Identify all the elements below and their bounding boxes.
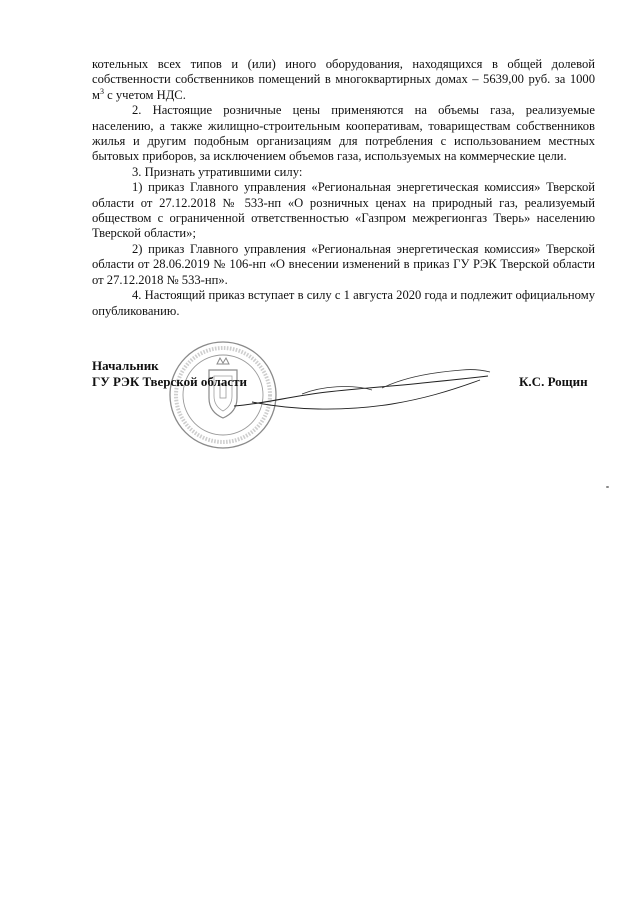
paragraph-3: 3. Признать утратившими силу: (132, 164, 303, 179)
p1-line3a: 1000 м (92, 72, 595, 102)
scan-speck (606, 486, 609, 488)
paragraph-1-continuation (92, 57, 595, 103)
signatory-name: К.С. Рощин (519, 374, 588, 389)
handwritten-signature (232, 366, 492, 416)
paragraph-3-item-2: 2) приказ Главного управления «Региональная энергетическая комиссия» Тверской области от 28.06.2019 № 106-нп «О внесении изменений в приказ ГУ РЭК Тверской области от 27.12.2018 № 533-нп». (92, 241, 595, 287)
position-line-1: Начальник (92, 358, 159, 373)
paragraph-3-item-1: 1) приказ Главного управления «Региональная энергетическая комиссия» Тверской области от 27.12.2018 № 533-нп «О розничных ценах на природный газ, реализуемый обществом с ограниченной ответственностью «Газпром межрегионгаз Тверь» населению Тверской области»; (92, 180, 595, 241)
p1-line1: котельных всех типов и (или) иного оборудования, находящихся в общей долевой (92, 57, 595, 71)
paragraph-4: 4. Настоящий приказ вступает в силу с 1 августа 2020 года и подлежит официальному опубликованию. (92, 288, 595, 318)
cubic-superscript: 3 (99, 86, 104, 96)
signatory-position (92, 358, 247, 390)
position-line-2: ГУ РЭК Тверской области (92, 374, 247, 389)
document-body (92, 57, 595, 319)
paragraph-2: 2. Настоящие розничные цены применяются на объемы газа, реализуемые населению, а также жилищно-строительным кооперативам, товариществам собственников жилья и другим подобным организациям для потребления с использованием местных бытовых приборов, за исключением объемов газа, используемых на коммерческие цели. (92, 103, 595, 164)
signature-area (0, 340, 639, 450)
p1-line2: собственности собственников помещений в многоквартирных домах – 5639,00 руб. за (92, 72, 566, 87)
p1-line3b: с учетом НДС. (103, 87, 186, 102)
